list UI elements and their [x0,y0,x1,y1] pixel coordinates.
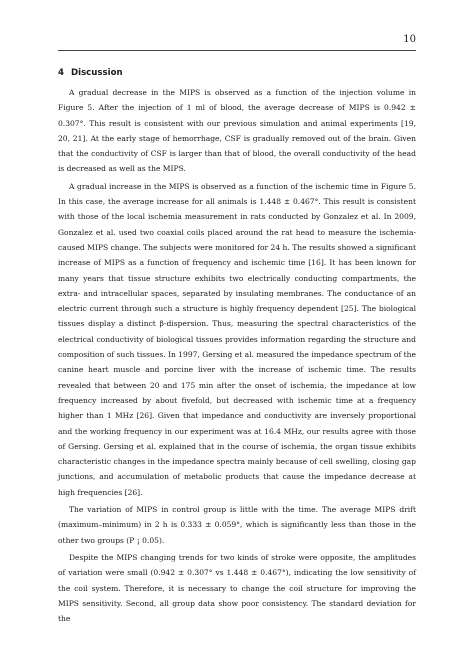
page-body [58,67,416,628]
paragraph-3: The variation of MIPS in control group is little with the time. The average MIPS drift (maximum–minimum) in 2 h is 0.333 ± 0.059°, which is significantly less than those in the other two groups (P ¡ 0.05). [58,505,416,545]
paragraph-1: A gradual decrease in the MIPS is observed as a function of the injection volume in Figure 5. After the injection of 1 ml of blood, the average decrease of MIPS is 0.942 ± 0.307°. This result is consistent with our previous simulation and animal experiments [19, 20, 21]. At the early stage of hemorrhage, CSF is gradually removed out of the brain. Given that the conductivity of CSF is larger than that of blood, the overall conductivity of the head is decreased as well as the MIPS. [58,88,416,174]
header-rule [58,50,416,51]
section-title: Discussion [70,68,123,78]
paragraph-2: A gradual increase in the MIPS is observed as a function of the ischemic time in Figure 5. In this case, the average increase for all animals is 1.448 ± 0.467°. This result is consistent with those of the local ischemia measurement in rats conducted by Gonzalez et al. In 2009, Gonzalez et al. used two coaxial coils placed around the rat head to measure the ischemia-caused MIPS change. The subjects were monitored for 24 h. The results showed a significant increase of MIPS as a function of frequency and ischemic time [16]. It has been known for many years that tissue structure exhibits two electrically conducting compartments, the extra- and intracellular spaces, separated by insulating membranes. The conductance of an electric current through such a structure is highly frequency dependent [25]. The biological tissues display a distinct β-dispersion. Thus, measuring the spectral characteristics of the electrical conductivity of biological tissues provides information regarding the structure and composition of such tissues. In 1997, Gersing et al. measured the impedance spectrum of the canine heart muscle and porcine liver with the increase of ischemic time. The results revealed that between 20 and 175 min after the onset of ischemia, the impedance at low frequency increased by about fivefold, but decreased with ischemic time at a frequency higher than 1 MHz [26]. Given that impedance and conductivity are inversely proportional and the working frequency in our experiment was at 16.4 MHz, our results agree with those of Gersing. Gersing et al. explained that in the course of ischemia, the organ tissue exhibits characteristic changes in the impedance spectra mainly because of cell swelling, closing gap junctions, and accumulation of metabolic products that cause the impedance decrease at high frequencies [26]. [58,181,416,497]
section-number: 4 [58,68,64,78]
section-heading [58,67,416,79]
page-number: 10 [403,34,416,45]
paragraph-4: Despite the MIPS changing trends for two kinds of stroke were opposite, the amplitudes of variation were small (0.942 ± 0.307° vs 1.448 ± 0.467°), indicating the low sensitivity of the coil system. Therefore, it is necessary to change the coil structure for improving the MIPS sensitivity. Second, all group data show poor consistency. The standard deviation for the [58,552,416,624]
